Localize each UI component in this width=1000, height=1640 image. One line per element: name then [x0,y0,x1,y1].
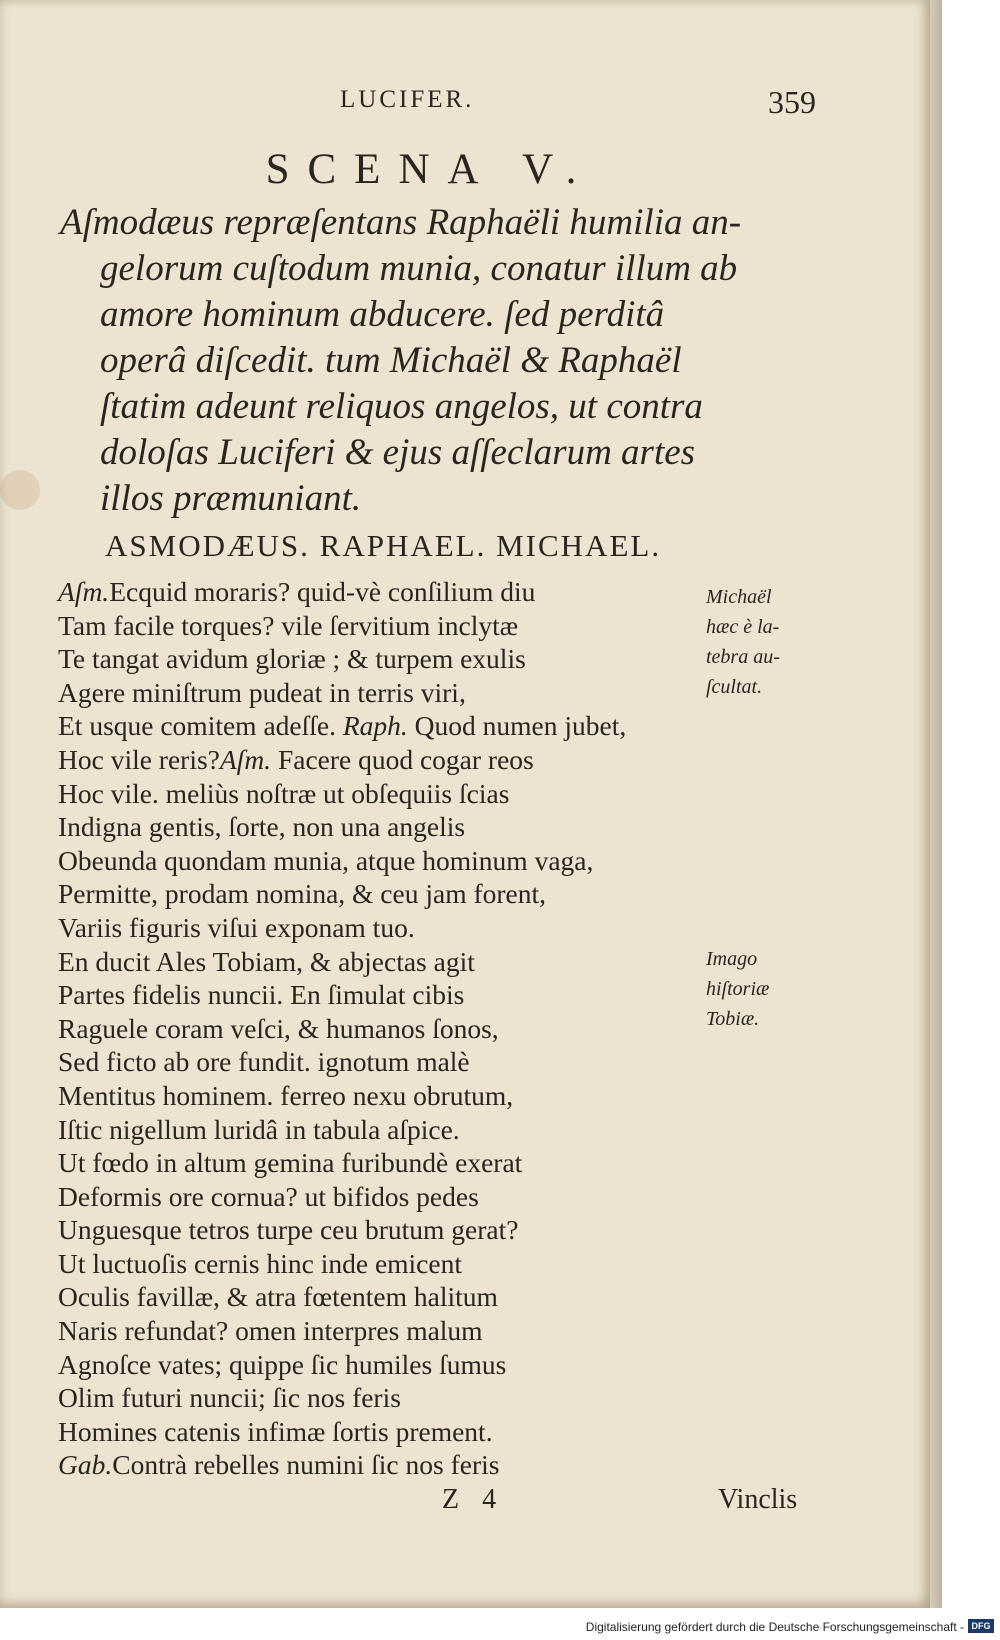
footer-bar [0,1608,1000,1640]
argument-line: doloſas Luciferi & ejus aſſeclarum artes [100,432,696,473]
verse-text: Mentitus hominem. ferreo nexu obrutum, [58,1079,514,1111]
verse-line [58,1079,818,1113]
note-line: tebra au- [706,646,780,668]
verse-text: Naris refundat? omen interpres malum [58,1315,483,1347]
speaker-name: Aſm. [219,743,272,775]
verse-line [58,978,818,1012]
verse-line [58,1045,818,1079]
signature-mark: Z 4 [442,1484,505,1515]
verse-text: En ducit Ales Tobiam, & abjectas agit [58,945,475,977]
verse-text: Ut luctuoſis cernis hinc inde emicent [58,1247,462,1279]
page-number: 359 [768,84,816,120]
verse-text: Variis figuris viſui exponam tuo. [58,911,415,943]
marginal-note [706,582,780,702]
verse-text: Obeunda quondam munia, atque hominum vaga, [58,844,594,876]
verse-text: Tam facile torques? vile ſervitium inclytæ [58,609,519,641]
argument-line: amore hominum abducere. ſed perditâ [100,294,665,335]
verse-text: Unguesque tetros turpe ceu brutum gerat? [58,1214,519,1246]
verse-line [58,609,818,643]
funding-notice: Digitalisierung gefördert durch die Deutsche Forschungsgemeinschaft - [585,1620,964,1634]
marginal-note [706,944,769,1034]
verse-line [58,676,818,710]
verse-text: Contrà rebelles numini ſic nos feris [112,1449,500,1481]
note-line: hiſtoriæ [706,978,770,1000]
verse-text: Ut fœdo in altum gemina furibundè exerat [58,1147,523,1179]
note-line: ſcultat. [706,676,763,698]
verse-line [58,1280,818,1314]
note-line: Michaël [706,586,772,608]
verse-line [58,1213,818,1247]
verse-text: Facere quod cogar reos [277,743,534,775]
verse-line [58,877,818,911]
verse-line [58,777,818,811]
argument-line: illos præmuniant. [100,478,362,519]
note-line: Tobiæ. [706,1008,760,1030]
verse-line [58,575,818,609]
verse-text: Et usque comitem adeſſe. [58,710,336,742]
argument-line: operâ diſcedit. tum Michaël & Raphaël [100,340,682,381]
verse-text: Olim futuri nuncii; ſic nos feris [58,1382,401,1414]
verse-text: Agnoſce vates; quippe ſic humiles ſumus [58,1348,507,1380]
scene-argument [60,200,820,522]
verse-line [58,743,818,777]
scene-title: SCENA V. [265,146,595,193]
verse-text: Quod numen jubet, [414,710,627,742]
note-line: hæc è la- [706,616,780,638]
verse-text: Ecquid moraris? quid-vè conſilium diu [109,576,536,607]
verse-line [58,1247,818,1281]
verse-line [58,1415,818,1449]
speaker-name: Raph. [342,710,408,742]
verse-line [58,1146,818,1180]
verse-line [58,945,818,979]
verse-text: Agere miniſtrum pudeat in terris viri, [58,676,466,708]
verse-text: Indigna gentis, ſorte, non una angelis [58,811,466,843]
verse-line [58,1381,818,1415]
verse-text: Oculis favillæ, & atra fœtentem halitum [58,1281,498,1313]
page-edge [930,0,942,1608]
verse-line [58,911,818,945]
catchword: Vinclis [718,1484,798,1515]
verse-text: Hoc vile reris? [58,743,220,775]
verse-text: Te tangat avidum gloriæ ; & turpem exulis [58,643,526,675]
verse-text: Raguele coram veſci, & humanos ſonos, [58,1012,499,1044]
argument-line: ſtatim adeunt reliquos angelos, ut contra [100,386,703,427]
speaker-name: Gab. [58,1449,113,1481]
verse-text: Hoc vile. meliùs noſtræ ut obſequiis ſcias [58,777,510,809]
verse-line [58,1113,818,1147]
verse-line [58,1448,818,1482]
verse-line [58,642,818,676]
verse-line [58,810,818,844]
verse-text: Permitte, prodam nomina, & ceu jam forent, [58,878,546,910]
argument-line: Aſmodæus repræſentans Raphaëli humilia an- [60,202,742,243]
verse-text: Homines catenis infimæ ſortis prement. [58,1415,493,1447]
verse-line [58,1348,818,1382]
verse-text: Iſtic nigellum luridâ in tabula aſpice. [58,1113,460,1145]
speaker-name: Aſm. [58,576,110,607]
verse-line [58,709,818,743]
running-head [0,86,930,126]
verse-text: Sed ficto ab ore fundit. ignotum malè [58,1046,470,1078]
verse-line [58,1180,818,1214]
verse-block [58,575,818,1482]
running-title: LUCIFER. [340,86,475,113]
verse-text: Deformis ore cornua? ut bifidos pedes [58,1180,479,1212]
page-stain [0,470,40,510]
dramatis-personae: ASMODÆUS. RAPHAEL. MICHAEL. [105,528,662,563]
note-line: Imago [706,948,758,970]
argument-line: gelorum cuſtodum munia, conatur illum ab [100,248,738,289]
dfg-logo: DFG [968,1619,994,1633]
verse-line [58,1314,818,1348]
verse-line [58,1012,818,1046]
verse-text: Partes fidelis nuncii. En ſimulat cibis [58,979,465,1011]
verse-line [58,844,818,878]
